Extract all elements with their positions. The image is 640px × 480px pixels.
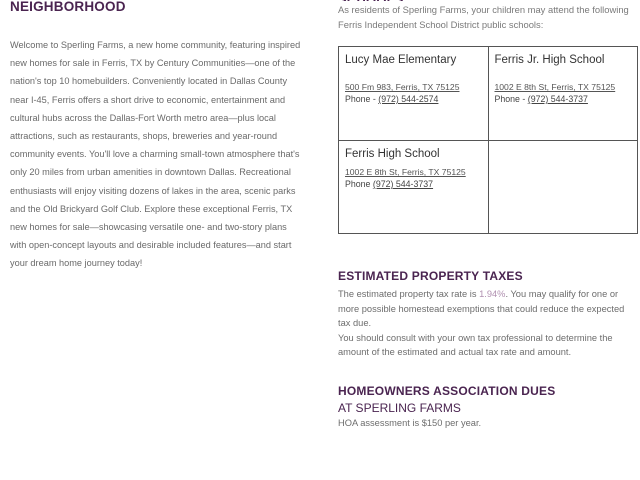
school-name: Lucy Mae Elementary xyxy=(345,54,457,66)
phone-label: Phone - xyxy=(494,94,528,104)
school-address-link[interactable]: 500 Fm 983, Ferris, TX 75125 xyxy=(345,82,460,92)
neighborhood-heading: NEIGHBORHOOD xyxy=(10,0,126,14)
taxes-heading: ESTIMATED PROPERTY TAXES xyxy=(338,269,523,283)
hoa-text: HOA assessment is $150 per year. xyxy=(338,417,482,428)
school-name: Ferris Jr. High School xyxy=(494,54,605,66)
school-cell xyxy=(488,47,638,141)
school-name: Ferris High School xyxy=(345,148,440,160)
school-address-link[interactable]: 1002 E 8th St, Ferris, TX 75125 xyxy=(345,167,466,177)
schools-heading xyxy=(338,0,632,1)
phone-label: Phone - xyxy=(345,94,379,104)
school-phone-link[interactable]: (972) 544-3737 xyxy=(527,94,588,104)
hoa-heading: HOMEOWNERS ASSOCIATION DUES xyxy=(338,383,556,398)
schools-intro: As residents of Sperling Farms, your children may attend the following Ferris Independent School District public schools: xyxy=(338,4,629,30)
school-cell xyxy=(339,47,489,141)
school-phone xyxy=(345,178,482,190)
taxes-text-after: . You may qualify for one or more possible homestead exemptions that could reduce the expected tax due. xyxy=(338,289,625,329)
school-phone xyxy=(495,93,632,105)
school-address-link[interactable]: 1002 E 8th St, Ferris, TX 75125 xyxy=(494,82,616,92)
phone-label: Phone xyxy=(345,179,373,189)
neighborhood-body: Welcome to Sperling Farms, a new home community, featuring inspired new homes for sale in Ferris, TX by Century Communities—one of the nation's top 10 homebuilders. Conveniently located in Dallas County near I-45, Ferris offers a short drive to economic, entertainment and cultural hubs across the Dallas-Fort Worth metro area—plus local attractions, such as restaurants, shops, breweries and year-round community events. You'll love a charming small-town atmosphere that's only 20 miles from urban amenities in downtown Dallas. Recreational enthusiasts will enjoy visiting dozens of lakes in the area, scenic parks and the Old Brickyard Golf Club. Explore these exceptional Ferris, TX new homes for sale—showcasing versatile one- and two-story plans with open-concept layouts and desirable included features—and start your dream home journey today! xyxy=(10,40,301,269)
schools-table xyxy=(338,46,638,234)
hoa-subheading: AT SPERLING FARMS xyxy=(338,400,461,415)
school-phone-link[interactable]: (972) 544-2574 xyxy=(378,94,439,104)
taxes-text-2: You should consult with your own tax professional to determine the amount of the estimated and actual tax rate and amount. xyxy=(338,332,613,358)
tax-rate: 1.94% xyxy=(479,289,506,299)
empty-cell xyxy=(488,141,638,234)
taxes-text xyxy=(338,287,632,360)
school-phone xyxy=(345,93,482,105)
school-phone-link[interactable]: (972) 544-3737 xyxy=(372,179,434,189)
right-column xyxy=(338,0,632,428)
school-cell xyxy=(339,141,489,234)
neighborhood-section xyxy=(10,0,305,273)
taxes-text-before: The estimated property tax rate is xyxy=(338,289,480,299)
table-row xyxy=(339,141,638,234)
table-row xyxy=(339,47,638,141)
